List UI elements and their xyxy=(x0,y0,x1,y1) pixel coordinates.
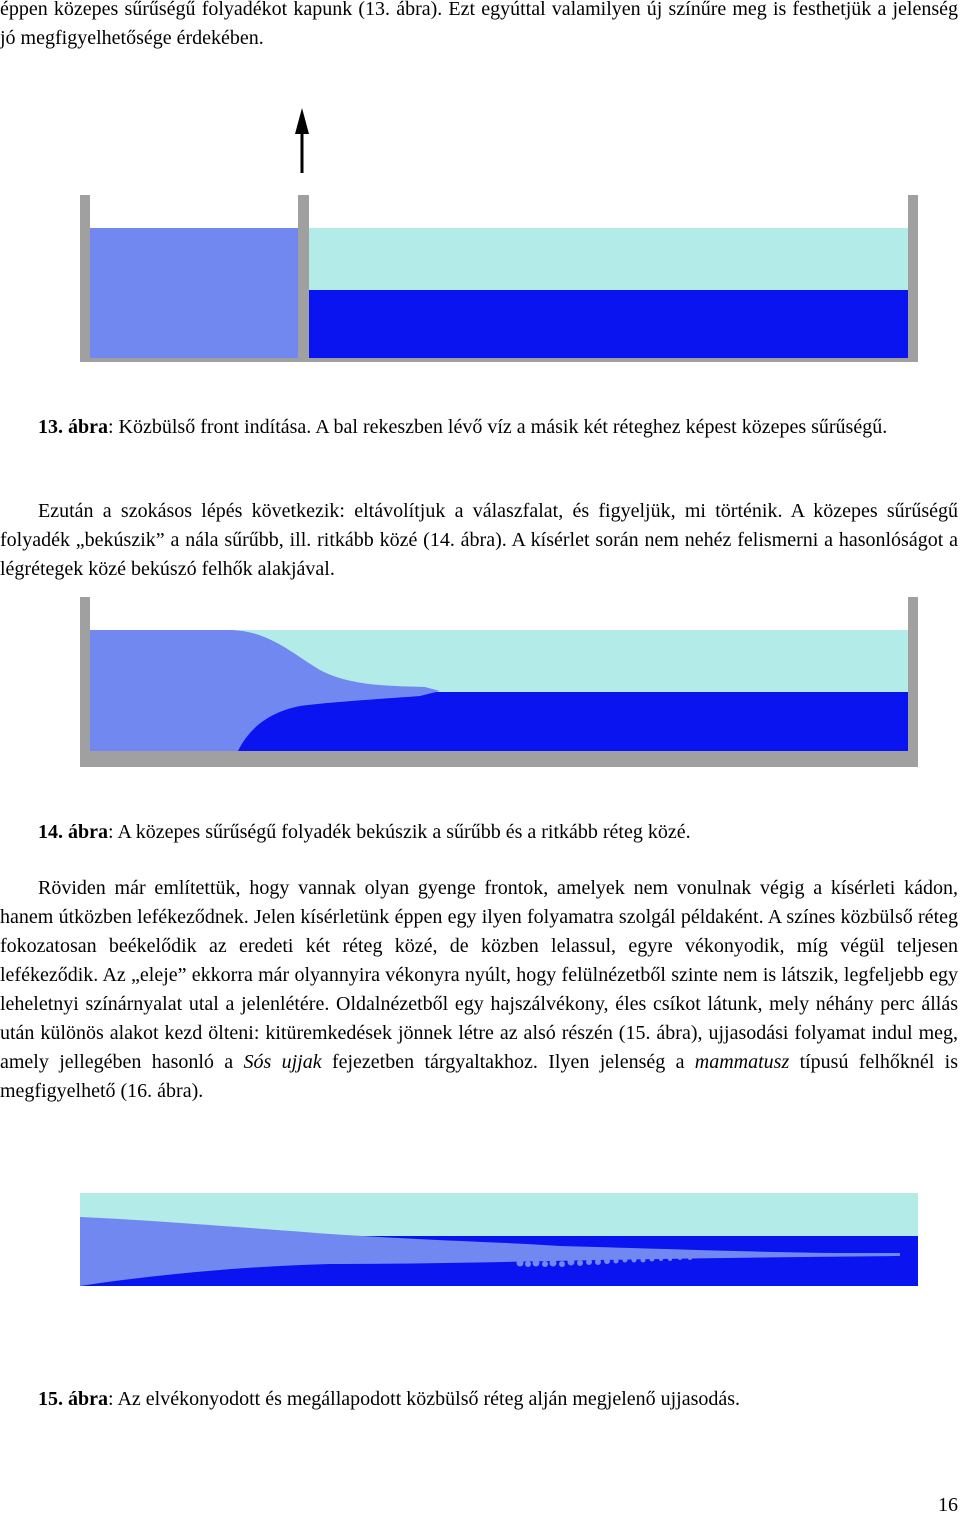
divider-wall xyxy=(298,195,309,358)
light-fluid-layer xyxy=(309,228,908,290)
figure-13-caption: 13. ábra: Közbülső front indítása. A bal rekeszben lévő víz a másik két réteghez képest közepes sűrűségű. xyxy=(38,416,888,438)
medium-density-fluid xyxy=(90,228,298,358)
figure-15-caption: 15. ábra: Az elvékonyodott és megállapodott közbülső réteg alján megjelenő ujjasodás. xyxy=(38,1388,741,1410)
dense-fluid-layer xyxy=(309,290,908,358)
paragraph-3: Röviden már említettük, hogy vannak olyan gyenge frontok, amelyek nem vonulnak végig a kísérleti kádon, hanem útközben lefékeződnek. Jelen kísérletünk éppen egy ilyen folyamatra szolgál példaként. A színes közbülső réteg fokozatosan beékelődik az eredeti két réteg közé, de közben lelassul, egyre vékonyodik, míg végül teljesen lefékeződik. Az „eleje” ekkorra már olyannyira vékonyra nyúlt, hogy felülnézetből szinte nem is látszik, legfeljebb egy leheletnyi színárnyalat utal a jelenlétére. Oldalnézetből egy hajszálvékony, éles csíkot látunk, mely néhány perc állás után különös alakot kezd ölteni: kitüremkedések jönnek létre az alsó részén (15. ábra), ujjasodási folyamat indul meg, amely jellegében hasonló a Sós ujjak fejezetben tárgyaltakhoz. Ilyen jelenség a mammatusz típusú felhőknél is megfigyelhető (16. ábra). xyxy=(0,877,959,1102)
figure-14-caption: 14. ábra: A közepes sűrűségű folyadék bekúszik a sűrűbb és a ritkább réteg közé. xyxy=(38,821,691,843)
paragraph-2: Ezután a szokásos lépés következik: eltávolítjuk a válaszfalat, és figyeljük, mi történik. A közepes sűrűségű folyadék „bekúszik” a nála sűrűbb, ill. ritkább közé (14. ábra). A kísérlet során nem nehéz felismerni a hasonlóságot a légrétegek közé bekúszó felhők alakjával. xyxy=(0,500,958,580)
figure-14-tank xyxy=(0,592,960,782)
figure-13-tank xyxy=(0,0,960,370)
up-arrow-icon xyxy=(295,108,309,173)
figure-15-tank xyxy=(0,1190,960,1290)
page-number: 16 xyxy=(938,1494,958,1516)
intro-paragraph: éppen közepes sűrűségű folyadékot kapunk (13. ábra). Ezt egyúttal valamilyen új színűre meg is festhetjük a jelenség jó megfigyelhetősége érdekében. xyxy=(0,0,958,49)
